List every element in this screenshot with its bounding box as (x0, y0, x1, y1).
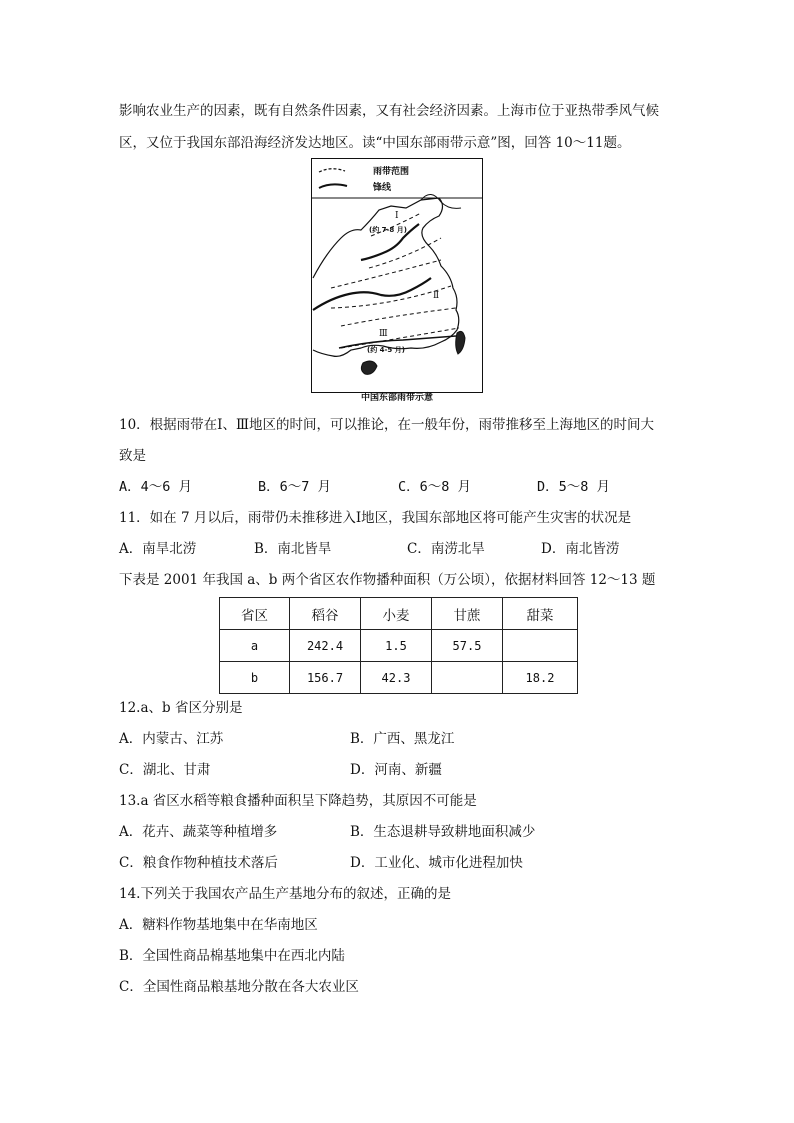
q13-option-a: A．花卉、蔬菜等种植增多 (119, 824, 278, 840)
table-header-cell: 小麦 (361, 598, 432, 630)
q12-stem: 12.a、b 省区分别是 (119, 700, 243, 716)
intro-line-1: 影响农业生产的因素，既有自然条件因素，又有社会经济因素。上海市位于亚热带季风气候 (119, 103, 659, 119)
q10-option-b: B．6～7 月 (258, 479, 332, 495)
q13-stem: 13.a 省区水稻等粮食播种面积呈下降趋势，其原因不可能是 (119, 793, 477, 809)
q13-option-d: D．工业化、城市化进程加快 (350, 855, 523, 871)
region-I-label: Ⅰ (395, 211, 399, 221)
q11-option-a: A．南旱北涝 (119, 541, 197, 557)
region-III-time: (约 4-5 月) (367, 346, 405, 354)
q12-option-d: D．河南、新疆 (350, 762, 442, 778)
table-header-cell: 甘蔗 (432, 598, 503, 630)
table-cell: 42.3 (361, 662, 432, 694)
q10-stem-line-2: 致是 (119, 448, 146, 464)
figure-caption: 中国东部雨带示意 (360, 393, 433, 403)
q11-stem: 11．如在 7 月以后，雨带仍未推移进入Ⅰ地区，我国东部地区将可能产生灾害的状况是 (119, 510, 632, 526)
q13-option-c: C．粮食作物种植技术落后 (119, 855, 278, 871)
q14-stem: 14.下列关于我国农产品生产基地分布的叙述，正确的是 (119, 886, 451, 902)
table-header-cell: 甜菜 (503, 598, 578, 630)
legend-front-label: 锋线 (373, 183, 392, 193)
q12-option-c: C．湖北、甘肃 (119, 762, 211, 778)
crop-area-table (219, 597, 578, 694)
legend-rain-label: 雨带范围 (373, 167, 410, 177)
q10-option-c: C．6～8 月 (398, 479, 472, 495)
region-III-label: Ⅲ (379, 329, 388, 339)
q14-option-b: B．全国性商品棉基地集中在西北内陆 (119, 948, 345, 964)
q10-option-d: D．5～8 月 (537, 479, 611, 495)
table-cell: 242.4 (290, 630, 361, 662)
table-row (220, 662, 578, 694)
q14-option-a: A．糖料作物基地集中在华南地区 (119, 917, 318, 933)
region-II-label: Ⅱ (433, 291, 440, 301)
rain-belt-map (311, 158, 483, 393)
q12-option-a: A．内蒙古、江苏 (119, 731, 224, 747)
intro-line-2: 区，又位于我国东部沿海经济发达地区。读“中国东部雨带示意”图，回答 10～11题。 (119, 135, 631, 151)
q13-option-b: B．生态退耕导致耕地面积减少 (350, 824, 536, 840)
table-cell: 18.2 (503, 662, 578, 694)
table-cell: 156.7 (290, 662, 361, 694)
table-cell: 1.5 (361, 630, 432, 662)
table-intro: 下表是 2001 年我国 a、b 两个省区农作物播种面积（万公顷），依据材料回答 12～13 题 (119, 572, 656, 588)
table-header-cell: 省区 (220, 598, 290, 630)
q10-stem-line-1: 10．根据雨带在Ⅰ、Ⅲ地区的时间，可以推论，在一般年份，雨带推移至上海地区的时间大 (119, 417, 655, 433)
table-cell: b (220, 662, 290, 694)
q11-option-c: C．南涝北旱 (407, 541, 485, 557)
table-header-row (220, 598, 578, 630)
q12-option-b: B．广西、黑龙江 (350, 731, 455, 747)
region-I-time: (约 7-8 月) (369, 226, 407, 234)
q11-option-b: B．南北皆旱 (254, 541, 332, 557)
table-cell (503, 630, 578, 662)
table-cell: 57.5 (432, 630, 503, 662)
q10-option-a: A．4～6 月 (119, 479, 193, 495)
table-header-cell: 稻谷 (290, 598, 361, 630)
q14-option-c: C．全国性商品粮基地分散在各大农业区 (119, 979, 359, 995)
table-cell: a (220, 630, 290, 662)
q11-option-d: D．南北皆涝 (541, 541, 620, 557)
table-cell (432, 662, 503, 694)
table-row (220, 630, 578, 662)
